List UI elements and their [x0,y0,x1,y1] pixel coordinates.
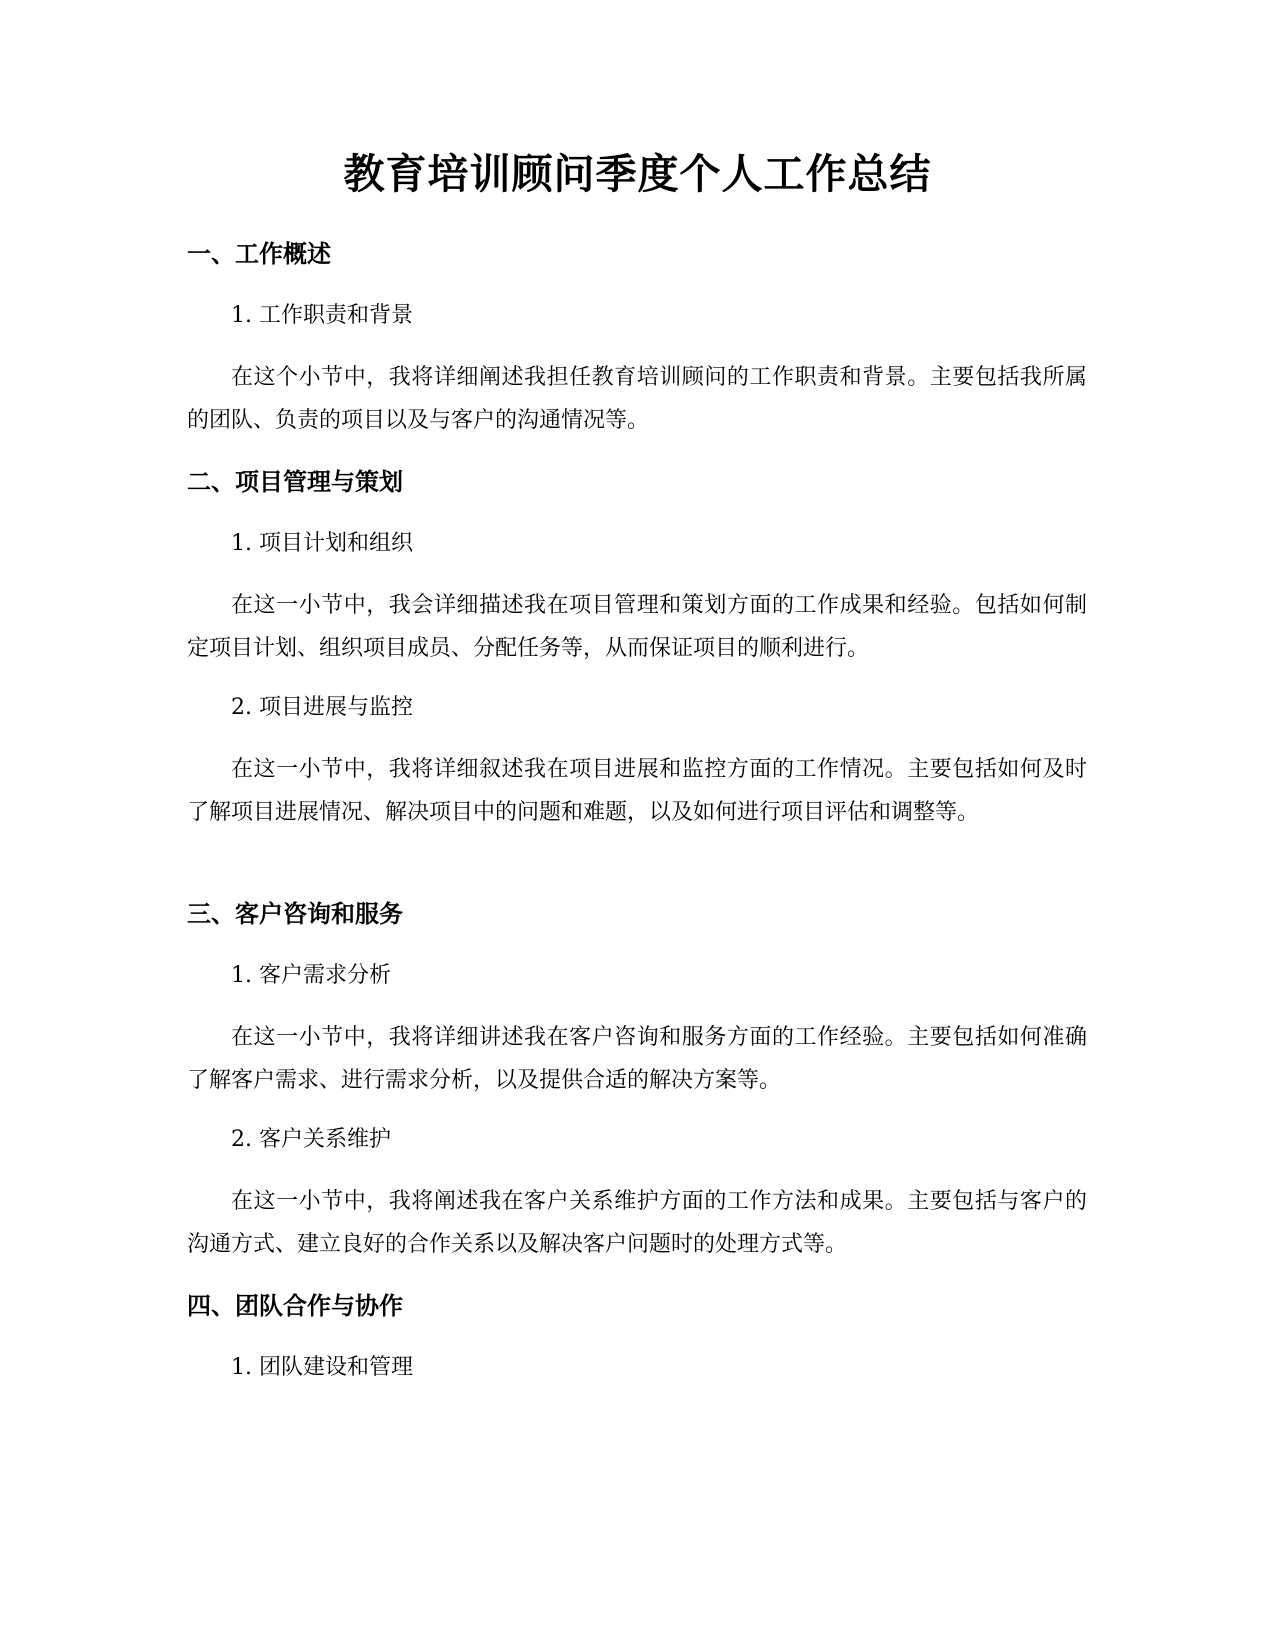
document-title: 教育培训顾问季度个人工作总结 [343,150,932,198]
paragraph-2-1: 在这一小节中，我会详细描述我在项目管理和策划方面的工作成果和经验。包括如何制定项目计划、组织项目成员、分配任务等，从而保证项目的顺利进行。 [187,593,1087,661]
subheading-2-1: 1. 项目计划和组织 [231,531,413,556]
paragraph-1-1: 在这个小节中，我将详细阐述我担任教育培训顾问的工作职责和背景。主要包括我所属的团队、负责的项目以及与客户的沟通情况等。 [187,365,1087,433]
section-heading-3: 三、客户咨询和服务 [187,900,403,928]
paragraph-3-2: 在这一小节中，我将阐述我在客户关系维护方面的工作方法和成果。主要包括与客户的沟通方式、建立良好的合作关系以及解决客户问题时的处理方式等。 [187,1189,1087,1257]
subheading-2-2: 2. 项目进展与监控 [231,695,413,720]
subheading-1-1: 1. 工作职责和背景 [231,303,413,328]
section-heading-4: 四、团队合作与协作 [187,1292,403,1320]
subheading-3-2: 2. 客户关系维护 [231,1127,391,1152]
paragraph-2-2: 在这一小节中，我将详细叙述我在项目进展和监控方面的工作情况。主要包括如何及时了解项目进展情况、解决项目中的问题和难题，以及如何进行项目评估和调整等。 [187,757,1087,825]
paragraph-3-1: 在这一小节中，我将详细讲述我在客户咨询和服务方面的工作经验。主要包括如何准确了解客户需求、进行需求分析，以及提供合适的解决方案等。 [187,1025,1087,1093]
subheading-3-1: 1. 客户需求分析 [231,963,391,988]
section-heading-2: 二、项目管理与策划 [187,468,403,496]
subheading-4-1: 1. 团队建设和管理 [231,1355,413,1380]
section-heading-1: 一、工作概述 [187,240,331,268]
